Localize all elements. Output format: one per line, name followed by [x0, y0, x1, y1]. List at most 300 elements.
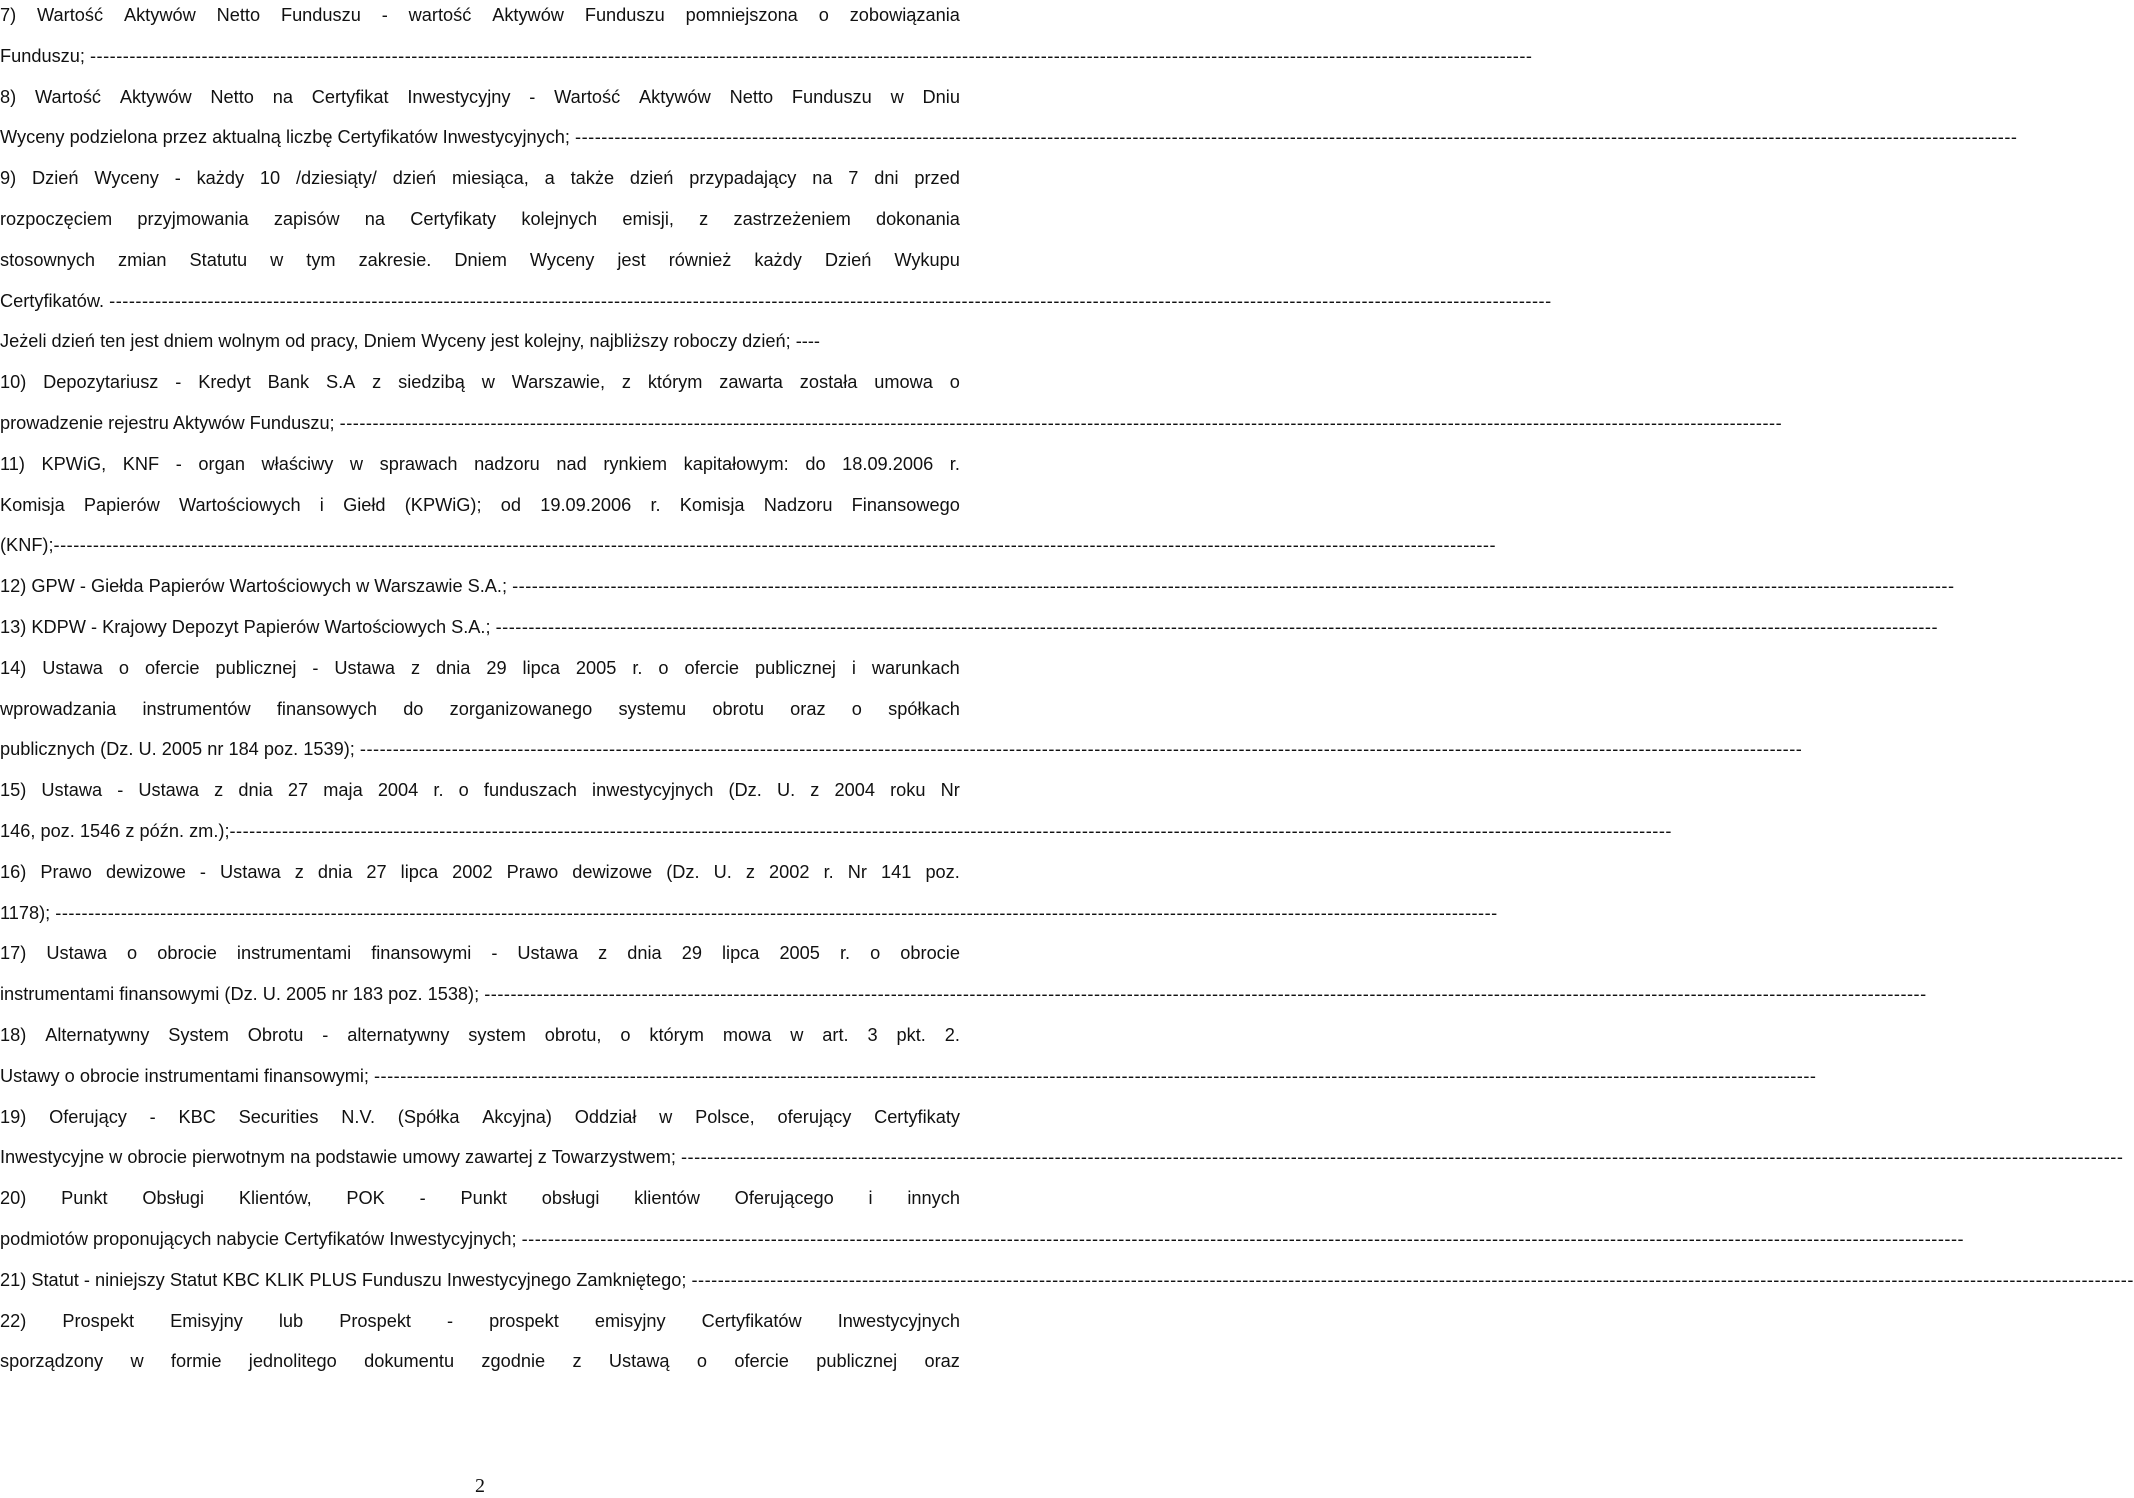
line-text: Certyfikatów. — [0, 290, 110, 311]
word: Wartościowych — [178, 494, 301, 515]
word: Ustawa — [334, 657, 395, 678]
word: 20) — [0, 1188, 27, 1209]
word: Aktywów — [492, 5, 564, 25]
word: POK — [346, 1188, 385, 1209]
word: Prawo — [506, 861, 559, 882]
word: przypadający — [689, 168, 797, 189]
word: Emisyjny — [170, 1310, 243, 1331]
word: o — [949, 372, 960, 393]
word: przed — [914, 168, 960, 189]
word: spółkach — [888, 698, 960, 719]
text-line — [0, 530, 1496, 560]
line-text: prowadzenie rejestru Aktywów Funduszu; — [0, 413, 340, 433]
word: dokonania — [875, 209, 960, 229]
word: Papierów — [83, 494, 160, 515]
word: Komisja — [679, 494, 745, 515]
word: system — [468, 1025, 526, 1045]
word: zgodnie — [481, 1351, 546, 1372]
word: Funduszu — [280, 5, 361, 25]
word: obrocie — [900, 943, 960, 964]
word: kolejnych — [521, 209, 598, 229]
text-line — [0, 163, 960, 193]
word: U. — [776, 780, 796, 801]
dash-leader: ---------------------------------------------------------------------------------------------------------------------------------------------------------------------------------------------------------------------------- — [55, 902, 1498, 923]
dash-leader: ---------------------------------------------------------------------------------------------------------------------------------------------------------------------------------------------------------------------------- — [680, 1147, 2124, 1168]
dash-leader: ---------------------------------------------------------------------------------------------------------------------------------------------------------------------------------------------------------------------------- — [89, 45, 1533, 66]
word: dnia — [627, 943, 662, 964]
word: 27 — [366, 861, 387, 882]
word: 14) — [0, 657, 27, 678]
dash-leader: ---------------------------------------------------------------------------------------------------------------------------------------------------------------------------------------------------------------------------- — [484, 984, 1927, 1005]
word: o — [851, 698, 862, 719]
word: - — [149, 1106, 156, 1127]
word: Akcyjna) — [482, 1106, 552, 1127]
word: Ustawa — [42, 657, 103, 678]
word: Certyfikaty — [874, 1106, 960, 1127]
word: 10) — [0, 372, 27, 393]
word: formie — [170, 1351, 222, 1372]
word: zobowiązania — [849, 5, 960, 25]
text-line — [0, 286, 1552, 316]
text-line — [0, 122, 2018, 152]
line-text: Wyceny podzielona przez aktualną liczbę Certyfikatów Inwestycyjnych; — [0, 127, 576, 148]
word: zmian — [118, 249, 167, 270]
word: Ustawa — [41, 780, 103, 801]
word: Bank — [267, 372, 310, 393]
word: na — [364, 209, 385, 229]
word: o — [458, 780, 469, 801]
word: roku — [890, 780, 926, 801]
word: została — [799, 372, 858, 393]
word: o — [620, 1025, 631, 1045]
word: o — [658, 657, 669, 678]
text-line — [0, 857, 960, 887]
line-text: 13) KDPW - Krajowy Depozyt Papierów Wartościowych S.A.; — [0, 617, 496, 637]
line-text: podmiotów proponujących nabycie Certyfikatów Inwestycyjnych; — [0, 1229, 522, 1249]
word: Dniu — [922, 86, 960, 107]
word: każdy — [196, 168, 245, 189]
word: Punkt — [61, 1188, 108, 1209]
word: Giełd — [343, 494, 386, 515]
word: 2002 — [769, 861, 810, 882]
text-line — [0, 1061, 1817, 1091]
word: o — [818, 5, 829, 25]
word: zastrzeżeniem — [733, 209, 851, 229]
word: r. — [823, 861, 834, 882]
word: Inwestycyjny — [407, 86, 511, 107]
word: Oferujący — [49, 1106, 127, 1127]
text-line — [0, 449, 960, 479]
word: oraz — [790, 698, 826, 719]
word: kapitałowym: — [683, 453, 789, 474]
word: z — [810, 780, 820, 801]
word: obrotu — [712, 698, 764, 719]
text-line — [0, 41, 1533, 71]
word: wprowadzania — [0, 698, 117, 719]
word: finansowymi — [371, 943, 472, 964]
word: 7) — [0, 5, 17, 25]
word: Aktywów — [639, 86, 711, 107]
text-line — [0, 1306, 960, 1336]
word: Securities — [238, 1106, 319, 1127]
word: - — [117, 780, 124, 801]
word: siedzibą — [398, 372, 465, 393]
word: - — [175, 453, 182, 474]
word: 11) — [0, 453, 25, 474]
word: obrocie — [157, 943, 217, 964]
word: 17) — [0, 943, 27, 964]
word: dewizowe — [105, 861, 186, 882]
word: lipca — [522, 657, 560, 678]
word: N.V. — [341, 1106, 375, 1127]
word: z — [745, 861, 755, 882]
word: Netto — [210, 86, 254, 107]
word: którym — [649, 1025, 704, 1045]
word: U. — [713, 861, 732, 882]
word: 19.09.2006 — [540, 494, 632, 515]
text-line — [0, 204, 960, 234]
word: (KPWiG); — [404, 494, 482, 515]
word: Ustawą — [608, 1351, 670, 1372]
text-line — [0, 408, 1783, 438]
word: Ustawa — [220, 861, 281, 882]
word: nadzoru — [474, 453, 540, 474]
word: /dziesiąty/ — [295, 168, 377, 189]
word: oraz — [924, 1351, 960, 1372]
word: - — [174, 168, 181, 189]
word: 27 — [287, 780, 309, 801]
word: dnia — [436, 657, 471, 678]
word: każdy — [754, 249, 802, 270]
word: dewizowe — [572, 861, 653, 882]
text-line — [0, 898, 1498, 928]
line-text: publicznych (Dz. U. 2005 nr 184 poz. 1539); — [0, 739, 360, 760]
word: dzień — [392, 168, 437, 189]
word: Nr — [940, 780, 960, 801]
dash-leader: ---------------------------------------------------------------------------------------------------------------------------------------------------------------------------------------------------------------------------- — [521, 1229, 1965, 1249]
word: Depozytariusz — [43, 372, 159, 393]
word: z — [598, 943, 608, 964]
text-line — [0, 490, 960, 520]
text-line — [0, 653, 960, 683]
word: oferujący — [777, 1106, 852, 1127]
word: 7 — [848, 168, 859, 189]
word: dni — [874, 168, 899, 189]
word: finansowych — [276, 698, 377, 719]
word: 16) — [0, 861, 27, 882]
word: w — [270, 249, 284, 270]
word: także — [570, 168, 615, 189]
word: Dzień — [32, 168, 79, 189]
word: ofercie — [734, 1351, 789, 1372]
word: KPWiG, — [41, 453, 107, 474]
word: również — [668, 249, 732, 270]
word: - — [322, 1025, 329, 1045]
word: Netto — [729, 86, 774, 107]
word: art. — [822, 1025, 849, 1045]
word: r. — [632, 657, 643, 678]
word: Polsce, — [695, 1106, 755, 1127]
word: Oferującego — [734, 1188, 834, 1209]
word: Certyfikatów — [701, 1310, 802, 1331]
word: 2002 — [452, 861, 493, 882]
word: ofercie — [144, 657, 200, 678]
text-line — [0, 979, 1927, 1009]
word: zorganizowanego — [449, 698, 593, 719]
text-line — [0, 245, 960, 275]
word: 2. — [944, 1025, 960, 1045]
word: - — [175, 372, 182, 393]
word: 9) — [0, 168, 17, 189]
word: maja — [323, 780, 363, 801]
word: 2004 — [377, 780, 419, 801]
word: (Dz. — [666, 861, 700, 882]
word: Wartość — [37, 5, 104, 25]
word: lub — [278, 1310, 304, 1331]
word: miesiąca, — [452, 168, 529, 189]
word: Dniem — [454, 249, 507, 270]
word: - — [446, 1310, 454, 1331]
word: 22) — [0, 1310, 27, 1331]
word: poz. — [925, 861, 960, 882]
word: nad — [556, 453, 587, 474]
word: Prawo — [40, 861, 92, 882]
word: pomniejszona — [685, 5, 798, 25]
text-line — [0, 367, 960, 397]
word: 3 — [867, 1025, 878, 1045]
word: do — [403, 698, 424, 719]
word: (Dz. — [728, 780, 762, 801]
word: jednolitego — [248, 1351, 337, 1372]
word: od — [500, 494, 521, 515]
word: 18.09.2006 — [842, 453, 934, 474]
text-line — [0, 1142, 2124, 1172]
word: dokumentu — [364, 1351, 455, 1372]
text-line — [0, 775, 960, 805]
word: 2005 — [779, 943, 820, 964]
word: - — [491, 943, 498, 964]
word: rynkiem — [603, 453, 668, 474]
text-line — [0, 1224, 1965, 1254]
word: na — [812, 168, 833, 189]
word: Nr — [847, 861, 867, 882]
text-line — [0, 694, 960, 724]
word: warunkach — [871, 657, 960, 678]
word: 29 — [681, 943, 702, 964]
word: emisji, — [622, 209, 674, 229]
word: z — [410, 657, 421, 678]
word: Kredyt — [198, 372, 251, 393]
word: 15) — [0, 780, 27, 801]
word: organ — [198, 453, 245, 474]
word: zakresie. — [358, 249, 432, 270]
word: Wyceny — [94, 168, 159, 189]
word: Funduszu — [791, 86, 872, 107]
line-text: 21) Statut - niniejszy Statut KBC KLIK PLUS Funduszu Inwestycyjnego Zamkniętego; — [0, 1269, 692, 1290]
word: w — [349, 453, 364, 474]
word: Inwestycyjnych — [837, 1310, 960, 1331]
word: i — [851, 657, 856, 678]
word: - — [419, 1188, 426, 1209]
text-line — [0, 571, 1955, 601]
word: prospekt — [489, 1310, 559, 1331]
word: Certyfikat — [311, 86, 389, 107]
word: KBC — [178, 1106, 216, 1127]
line-text: 146, poz. 1546 z późn. zm.); — [0, 821, 230, 841]
word: sprawach — [379, 453, 458, 474]
word: dnia — [317, 861, 353, 882]
dash-leader: ---------------------------------------------------------------------------------------------------------------------------------------------------------------------------------------------------------------------------- — [374, 1065, 1817, 1086]
dash-leader: ---------------------------------------------------------------------------------------------------------------------------------------------------------------------------------------------------------------------------- — [691, 1269, 2134, 1290]
word: z — [372, 372, 382, 393]
word: klientów — [634, 1188, 700, 1209]
word: obsługi — [541, 1188, 600, 1209]
word: umowa — [874, 372, 933, 393]
word: Punkt — [460, 1188, 507, 1209]
word: Ustawa — [138, 780, 200, 801]
word: Alternatywny — [45, 1025, 150, 1045]
dash-leader: ---------------------------------------------------------------------------------------------------------------------------------------------------------------------------------------------------------------------------- — [359, 739, 1803, 760]
line-text: Ustawy o obrocie instrumentami finansowymi; — [0, 1065, 374, 1086]
word: r. — [433, 780, 444, 801]
text-line — [0, 1265, 2134, 1295]
text-line — [0, 1183, 960, 1213]
word: z — [699, 209, 709, 229]
word: alternatywny — [347, 1025, 450, 1045]
word: lipca — [400, 861, 439, 882]
word: Wartość — [34, 86, 102, 107]
word: lipca — [721, 943, 760, 964]
word: w — [890, 86, 904, 107]
dash-leader: ---------------------------------------------------------------------------------------------------------------------------------------------------------------------------------------------------------------------------- — [512, 576, 1955, 597]
word: o — [118, 657, 129, 678]
word: i — [319, 494, 324, 515]
dash-leader: ---------------------------------------------------------------------------------------------------------------------------------------------------------------------------------------------------------------------------- — [495, 617, 1939, 637]
word: dzień — [629, 168, 674, 189]
word: System — [168, 1025, 229, 1045]
word: Nadzoru — [763, 494, 833, 515]
word: w — [790, 1025, 804, 1045]
word: innych — [907, 1188, 960, 1209]
word: mowa — [722, 1025, 772, 1045]
word: 18) — [0, 1025, 27, 1045]
text-line — [0, 1102, 960, 1132]
line-text: instrumentami finansowymi (Dz. U. 2005 nr 183 poz. 1538); — [0, 984, 485, 1005]
word: zapisów — [273, 209, 340, 229]
word: (Spółka — [397, 1106, 460, 1127]
word: o — [127, 943, 138, 964]
word: Obrotu — [247, 1025, 304, 1045]
word: Aktywów — [119, 86, 192, 107]
word: w — [130, 1351, 144, 1372]
word: 2005 — [575, 657, 617, 678]
word: w — [481, 372, 495, 393]
word: r. — [650, 494, 661, 515]
word: stosownych — [0, 249, 96, 270]
text-line — [0, 0, 960, 30]
word: z — [214, 780, 224, 801]
word: z — [572, 1351, 582, 1372]
word: 141 — [881, 861, 912, 882]
word: - — [381, 5, 388, 25]
word: tym — [306, 249, 336, 270]
word: właściwy — [261, 453, 334, 474]
line-text: (KNF); — [0, 535, 54, 556]
word: Oddział — [574, 1106, 637, 1127]
word: do — [805, 453, 826, 474]
text-line — [0, 1346, 960, 1376]
text-line — [0, 326, 960, 356]
word: jest — [617, 249, 646, 270]
word: publicznej — [816, 1351, 898, 1372]
word: Klientów, — [238, 1188, 312, 1209]
word: Finansowego — [851, 494, 960, 515]
word: publicznej — [215, 657, 297, 678]
word: pkt. — [896, 1025, 926, 1045]
line-text: 12) GPW - Giełda Papierów Wartościowych w Warszawie S.A.; — [0, 576, 513, 597]
word: dnia — [238, 780, 273, 801]
word: instrumentów — [142, 698, 251, 719]
word: 29 — [486, 657, 507, 678]
word: 19) — [0, 1106, 27, 1127]
word: systemu — [618, 698, 687, 719]
dash-leader: ---------------------------------------------------------------------------------------------------------------------------------------------------------------------------------------------------------------------------- — [53, 535, 1496, 556]
word: Prospekt — [339, 1310, 411, 1331]
word: Ustawa — [46, 943, 107, 964]
word: Obsługi — [142, 1188, 205, 1209]
word: na — [272, 86, 293, 107]
word: Funduszu — [584, 5, 665, 25]
line-text: Inwestycyjne w obrocie pierwotnym na podstawie umowy zawartej z Towarzystwem; — [0, 1147, 681, 1168]
word: KNF — [122, 453, 160, 474]
word: funduszach — [483, 780, 577, 801]
word: instrumentami — [236, 943, 352, 964]
word: wartość — [408, 5, 472, 25]
word: emisyjny — [594, 1310, 666, 1331]
word: przyjmowania — [137, 209, 249, 229]
text-line — [0, 612, 1939, 642]
word: Certyfikaty — [410, 209, 497, 229]
word: Dzień — [824, 249, 872, 270]
word: a — [544, 168, 555, 189]
word: 2004 — [834, 780, 875, 801]
dash-leader: ---------------------------------------------------------------------------------------------------------------------------------------------------------------------------------------------------------------------------- — [575, 127, 2018, 148]
word: 8) — [0, 86, 17, 107]
word: Wartość — [554, 86, 621, 107]
word: sporządzony — [0, 1351, 104, 1372]
word: o — [870, 943, 881, 964]
dash-leader: ---------------------------------------------------------------------------------------------------------------------------------------------------------------------------------------------------------------------------- — [109, 290, 1552, 311]
word: Warszawie, — [511, 372, 605, 393]
word: publicznej — [755, 657, 836, 678]
text-line — [0, 82, 960, 112]
word: rozpoczęciem — [0, 209, 113, 229]
word: którym — [647, 372, 703, 393]
word: w — [659, 1106, 673, 1127]
text-line — [0, 734, 1803, 764]
word: i — [868, 1188, 873, 1209]
word: - — [529, 86, 536, 107]
word: o — [696, 1351, 707, 1372]
word: - — [312, 657, 319, 678]
word: Prospekt — [62, 1310, 135, 1331]
line-text: Jeżeli dzień ten jest dniem wolnym od pracy, Dniem Wyceny jest kolejny, najbliższy roboczy dzień; ---- — [0, 331, 820, 352]
word: Aktywów — [123, 5, 196, 25]
word: z — [621, 372, 631, 393]
line-text: Funduszu; — [0, 45, 90, 66]
page-number: 2 — [475, 1475, 485, 1497]
text-line — [0, 938, 960, 968]
